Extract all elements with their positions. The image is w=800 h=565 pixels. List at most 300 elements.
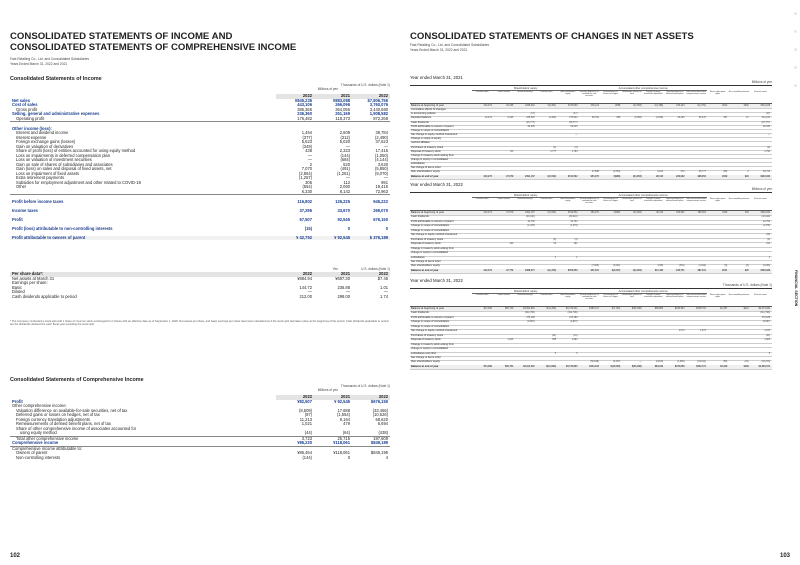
changes-cell: ¥33,423 — [676, 105, 685, 107]
changes-title: CONSOLIDATED STATEMENTS OF CHANGES IN NET ASSETS — [410, 31, 694, 42]
row-label: Profit attributable to owners of parent — [10, 236, 276, 241]
changes-cell: (1,022) — [698, 265, 706, 268]
footnote: * The Company conducted a stock split with 1 share of common stock exchanged for 2 shares with an effective date as of September 1, 2020. Net assets per share, and basic earnings per share have been calculated as if the stock split had taken place at the beginning of the period. Cash dividends applicable to period are the dividends declared for each fiscal year excluding the stock split. — [10, 320, 389, 327]
row-value: (312) — [340, 134, 350, 140]
changes-row-label: Change in treasury stock arising from — [411, 246, 454, 250]
changes-cell: 376,189 — [761, 316, 771, 319]
nav-dot — [794, 84, 797, 87]
changes-row-label: Net change in equity method investment — [411, 329, 458, 333]
changes-cell: 42,752 — [763, 220, 771, 223]
row-value: $676,150 — [370, 398, 388, 404]
changes-row-label: Net change in equity method investment — [411, 133, 458, 137]
changes-cell: (314,796) — [760, 312, 771, 315]
changes-cell: ¥33,902 — [676, 175, 685, 178]
changes-cell: ¥47,461 — [590, 269, 599, 272]
changes-cell: ¥(1,562) — [547, 175, 557, 178]
row-value: ¥845,235 — [294, 97, 312, 103]
changes-row-label: Balance at end of year — [411, 268, 439, 272]
row-value: $849,195 — [370, 450, 388, 455]
column-header: Non-controlling interests — [728, 294, 750, 296]
changes-cell: ¥54,470 — [590, 175, 599, 178]
changes-row-label: than shareholders' equity — [411, 170, 440, 174]
changes-cell: (17) — [765, 113, 771, 116]
changes-cell: ¥(4,953) — [633, 175, 642, 178]
nav-dot — [794, 12, 797, 15]
row-value: — — [345, 289, 350, 294]
changes-cell: (314,796) — [524, 312, 535, 315]
row-value: (10,626) — [372, 412, 388, 417]
changes-cell: ¥321 — [722, 269, 728, 272]
row-label: Selling, general and administrative expenses — [12, 111, 100, 116]
changes-cell: ¥593,028 — [760, 269, 771, 272]
changes-cell: 36,782 — [591, 117, 599, 120]
changes-cell: 658 — [552, 339, 557, 342]
row-value: 6,694 — [377, 421, 388, 426]
column-header: Total accumulated other comprehensive income — [686, 294, 707, 299]
row-value: 25,715 — [337, 435, 350, 441]
row-label: Gross profit — [16, 106, 38, 112]
row-label: Gain (loss) on sales and disposal of fixed assets, net — [16, 166, 112, 171]
changes-cell: ¥10,273 — [483, 212, 492, 214]
per-share-table — [10, 272, 390, 299]
column-header: Common stock — [475, 294, 489, 296]
column-header: Retained earnings — [517, 198, 533, 200]
column-header: Total accumulated other comprehensive income — [686, 91, 707, 96]
row-value: 991 — [381, 179, 388, 185]
changes-cell: ¥88,053 — [697, 175, 706, 178]
row-label: Gain on sale of shares of subsidiaries and associates — [16, 161, 113, 167]
changes-cell: ¥912 — [722, 105, 728, 107]
row-value: ¥86,230 — [276, 441, 314, 446]
changes-row-label: Change in scope of consolidation — [411, 128, 450, 132]
changes-cell: ¥502 — [743, 105, 749, 107]
statement-row — [10, 456, 390, 461]
changes-row-label: subsidiaries — [411, 255, 425, 259]
changes-cell: ¥26 — [744, 269, 749, 272]
row-value: $7.46 — [377, 275, 388, 281]
changes-cell: 376,189 — [526, 316, 535, 319]
row-label: Non-controlling interests — [16, 454, 61, 460]
column-header: Treasury stock — [540, 91, 553, 93]
changes-cell: (17) — [530, 113, 535, 116]
row-label: Profit — [12, 398, 23, 404]
row-label: Basic — [12, 284, 23, 290]
row-label: Net sales — [12, 97, 30, 103]
column-header: Revaluation reserve for land — [622, 294, 642, 299]
year-header-cell: 2022 — [352, 94, 390, 99]
changes-cell: ¥87,031 — [697, 269, 706, 272]
changes-cell: 191 — [766, 243, 771, 246]
changes-cell: ¥7,679 — [506, 175, 514, 178]
changes-cell: $622,721 — [696, 365, 706, 368]
block-unit-label: Millions of yen — [751, 80, 772, 84]
row-label: Valuation difference on available-for-sale securities, net of tax — [16, 407, 128, 413]
changes-cell: (8) — [724, 265, 728, 268]
row-value: 1,454 — [301, 130, 312, 135]
side-tab-label: FINANCIAL SECTION — [794, 270, 798, 307]
column-header: Valuation difference on available-for-sale securities — [579, 294, 599, 301]
changes-cell: ¥491,107 — [525, 212, 535, 214]
changes-row-label: Change in scope of consolidation — [411, 228, 450, 232]
changes-cell: 25,741 — [763, 171, 771, 174]
comprehensive-income-table — [10, 395, 390, 460]
changes-row-label: Change in scope of equity — [411, 137, 441, 141]
changes-table — [410, 85, 772, 178]
changes-cell: 4/3 — [510, 150, 514, 153]
column-header: Share subscription rights — [709, 294, 726, 299]
changes-cell: (43,410) — [761, 216, 771, 219]
changes-cell: (3) — [574, 238, 578, 241]
row-value: (8,509) — [299, 407, 312, 413]
row-label: Comprehensive income — [10, 441, 276, 446]
page-number-right: 103 — [779, 553, 790, 559]
changes-cell: (43,410) — [568, 216, 578, 219]
column-header: Non-controlling interests — [728, 198, 750, 200]
row-value: 92,545 — [337, 216, 350, 222]
row-label: Gain on valuation of derivatives — [16, 143, 74, 149]
right-company-subtitle: Fast Retailing Co., Ltd. and Consolidated Subsidiaries — [410, 43, 489, 47]
right-page — [400, 0, 800, 565]
row-label: Owners of parent — [16, 450, 48, 455]
column-header: Foreign currency translation adjustment — [644, 294, 663, 299]
column-header: Common stock — [475, 198, 489, 200]
changes-cell: $(13,560) — [610, 365, 621, 368]
period-subtitle: Years Ended March 31, 2022 and 2021 — [10, 62, 68, 66]
column-header: Treasury stock — [540, 294, 553, 296]
row-label: Comprehensive income attributable to: — [12, 445, 83, 451]
changes-cell: 1,794 — [571, 150, 578, 153]
changes-cell: $4,373,940 — [758, 308, 771, 310]
changes-cell: 1,673 — [700, 330, 706, 333]
changes-cell: 100 — [509, 243, 514, 246]
changes-cell: ¥475,639 — [567, 105, 578, 107]
changes-row-label: Profit attributable to owners of parent — [411, 124, 454, 128]
changes-cell: ¥(1,761) — [697, 105, 706, 107]
changes-cell: 1,673 — [678, 330, 685, 333]
changes-cell: 1,673 — [764, 330, 771, 333]
row-value: 68,620 — [375, 416, 388, 422]
row-value: 3,760,076 — [369, 102, 388, 107]
changes-row-label: change in equity in consolidated — [411, 347, 448, 351]
column-header: Capital surplus — [497, 91, 510, 93]
changes-cell: 1,777 — [550, 150, 557, 153]
changes-cell: (6,407) — [613, 361, 621, 364]
statement-row — [10, 236, 390, 241]
changes-cell: $245,953 — [674, 308, 685, 310]
row-value: 19,416 — [375, 184, 388, 189]
row-value: (1,257) — [299, 175, 312, 180]
changes-row-label: Change in treasury stock arising from — [411, 153, 454, 157]
row-value: 176,482 — [276, 117, 314, 122]
changes-cell: ¥505,650 — [567, 269, 578, 272]
changes-cell: ¥7,779 — [506, 269, 514, 272]
row-value: (144) — [302, 454, 312, 460]
changes-row-label: change in equity in consolidated — [411, 157, 448, 161]
row-value: 2,323 — [339, 148, 350, 153]
changes-cell: ¥8,116 — [656, 212, 664, 214]
changes-row-label: than shareholders' equity — [411, 360, 440, 364]
block-unit-label: Millions of yen — [751, 187, 772, 191]
changes-cell: $3,732,541 — [565, 308, 578, 310]
row-value: (438) — [352, 431, 390, 436]
block-unit-label: Thousands of U.S. dollars (Note 1) — [722, 283, 772, 287]
row-value: 7,070 — [301, 166, 312, 171]
row-value: 144.72 — [299, 284, 312, 290]
changes-row-label: Balance at beginning of year — [411, 211, 444, 214]
row-value: — — [307, 157, 312, 162]
changes-cell: ¥(4,953) — [633, 269, 642, 272]
row-value: 57,507 — [299, 216, 312, 222]
changes-cell: — — [639, 171, 642, 174]
row-value: (15) — [304, 225, 312, 231]
row-value: ¥883,088 — [332, 97, 350, 103]
changes-row-label: Profit attributable to owners of parent — [411, 219, 454, 223]
changes-row-label: Change in scope of consolidation — [411, 320, 450, 324]
changes-cell: ¥(2,007) — [611, 269, 621, 272]
changes-row-label: change in equity in consolidated — [411, 251, 448, 255]
changes-cell: 2 — [747, 171, 749, 174]
changes-cell: ¥88,053 — [697, 212, 706, 214]
row-value: — — [345, 143, 350, 149]
column-header: Remeasurements of defined benefit plans — [666, 91, 684, 96]
group-header-shareholders: Shareholders' equity — [472, 87, 579, 91]
changes-cell: (9,997) — [762, 321, 771, 324]
row-value: $7,806,756 — [367, 97, 388, 103]
changes-cell: ¥(986) — [613, 212, 621, 214]
group-header-aoci: Accumulated other comprehensive income — [579, 87, 707, 91]
financial-section-tab[interactable] — [790, 270, 800, 330]
changes-cell: $2,329 — [720, 365, 728, 368]
changes-cell: (4,953) — [634, 117, 642, 120]
changes-cell: (3) — [767, 146, 771, 149]
row-value: — — [307, 152, 312, 158]
row-value: 305 — [305, 179, 312, 185]
changes-cell: $74,488 — [483, 365, 492, 368]
changes-row-label: Net change of items other — [411, 259, 441, 263]
column-header: Capital surplus — [497, 198, 510, 200]
right-period-subtitle: Years Ended March 31, 2022 and 2021 — [410, 48, 468, 52]
changes-cell: ¥29 — [744, 212, 749, 214]
changes-cell: 92,545 — [527, 125, 535, 128]
comp-unit-yen: Millions of yen — [317, 388, 338, 392]
row-value: 2 — [309, 161, 312, 167]
changes-cell: $(35,938) — [631, 365, 642, 368]
column-header: Deferred gains or losses on hedges — [603, 198, 618, 203]
page-title-line1: CONSOLIDATED STATEMENTS OF INCOME AND — [10, 31, 233, 42]
changes-row-label: Change in scope of consolidation — [411, 224, 450, 228]
column-header: Treasury stock — [540, 198, 553, 200]
row-label: Loss on impairment of fixed assets — [16, 170, 80, 176]
changes-cell: 17,688 — [591, 171, 599, 174]
company-subtitle: Fast Retailing Co., Ltd. and Consolidated Subsidiaries — [10, 57, 89, 61]
changes-cell: ¥602,943 — [760, 175, 771, 178]
changes-cell: 5 — [554, 352, 557, 355]
changes-cell: 10,273 — [484, 117, 492, 120]
changes-row-label: Purchases of treasury stock — [411, 237, 444, 241]
row-value: 0 — [347, 454, 350, 460]
row-value: (1,251) — [337, 170, 350, 176]
changes-cell: — — [767, 134, 771, 137]
row-value: ¥697.30 — [335, 275, 350, 281]
changes-cell: ¥10,273 — [483, 175, 492, 178]
changes-cell: ¥602,943 — [760, 212, 771, 214]
row-value: — — [307, 289, 312, 294]
row-value: (4,144) — [375, 157, 388, 162]
year-header-cell: 2022 — [276, 272, 314, 277]
row-value: 37,295 — [299, 207, 312, 213]
row-value: 39,784 — [375, 130, 388, 135]
row-value: 2,060 — [339, 184, 350, 189]
changes-row-label: Cumulative effects of changes — [411, 108, 446, 112]
income-statement-table — [10, 94, 390, 240]
changes-cell: (3) — [745, 265, 749, 268]
per-share-unit-usd: U.S. dollars (Note 1) — [361, 267, 390, 271]
row-value: (349) — [302, 143, 312, 149]
row-label: Share of other comprehensive income of associates accounted for — [16, 425, 137, 431]
changes-cell: 42,752 — [527, 220, 535, 223]
row-value: 37,623 — [375, 139, 388, 144]
column-header: Remeasurements of defined benefit plans — [666, 294, 684, 299]
changes-cell: $(35,938) — [631, 308, 642, 310]
row-value: 6,330 — [276, 190, 314, 195]
income-statement-title: Consolidated Statements of Income — [10, 76, 102, 82]
changes-cell: 475,622 — [569, 117, 578, 120]
changes-row-label: Balance at beginning of year — [411, 104, 444, 107]
changes-cell: ¥8,116 — [656, 175, 664, 178]
group-header-aoci: Accumulated other comprehensive income — [579, 194, 707, 198]
changes-cell: (15,777) — [526, 121, 535, 124]
changes-cell: 232 — [766, 234, 771, 237]
column-header: Total net assets — [753, 91, 767, 93]
year-heading: Year ended March 31, 2022 — [410, 182, 463, 187]
changes-cell: (1,554) — [613, 171, 621, 174]
row-value: (33,466) — [372, 407, 388, 413]
changes-row-label: subsidiaries — [411, 162, 425, 166]
row-value: 1.74 — [380, 293, 388, 299]
changes-row-label: Net change in equity method investment — [411, 233, 458, 237]
changes-cell: ¥36,114 — [590, 105, 599, 107]
changes-cell: (34,191) — [697, 361, 706, 364]
row-value: 17,415 — [375, 148, 388, 153]
year-header-cell: 2021 — [314, 272, 352, 277]
column-header: Total accumulated other comprehensive income — [686, 198, 707, 203]
row-value: 17,688 — [337, 407, 350, 413]
row-value: 5,623 — [301, 139, 312, 144]
changes-cell: (15,777) — [568, 121, 578, 124]
row-value: 116,802 — [297, 198, 312, 204]
row-label: Foreign exchange gains (losses) — [16, 139, 76, 144]
changes-row-label: Net change of items other — [411, 166, 441, 170]
changes-cell: (4,303) — [548, 117, 557, 120]
changes-cell: 376,189 — [569, 316, 578, 319]
row-label: Interest expense — [16, 134, 47, 140]
changes-row-label: Purchases of treasury stock — [411, 333, 444, 337]
changes-cell: 191 — [573, 243, 578, 246]
row-value: — — [383, 289, 388, 294]
page-number-left: 102 — [10, 553, 21, 559]
row-value: 0 — [385, 225, 388, 231]
changes-cell: 1,683 — [571, 339, 578, 342]
changes-cell: $(7,153) — [611, 308, 621, 310]
changes-cell: ¥436,642 — [525, 105, 535, 107]
nav-dot — [794, 48, 797, 51]
changes-cell: ¥898 — [615, 105, 621, 107]
changes-cell: 91 — [553, 243, 557, 246]
row-value: (1,050) — [375, 152, 388, 158]
changes-cell: (15,777) — [761, 121, 771, 124]
column-header: Foreign currency translation adjustment — [644, 198, 663, 203]
changes-cell: $(11,336) — [546, 308, 557, 310]
changes-cell: ¥33,751 — [676, 269, 685, 272]
row-label: Income taxes — [12, 207, 38, 213]
row-label: Operating profit — [10, 117, 276, 122]
column-header: Common stock — [475, 91, 489, 93]
changes-cell: (21) — [744, 361, 749, 364]
row-label: Total other comprehensive income — [16, 435, 79, 441]
changes-cell: (1,095) — [677, 361, 685, 364]
changes-cell: ¥(3,301) — [547, 105, 557, 107]
changes-cell: 27 — [746, 117, 749, 120]
changes-cell: (58) — [723, 361, 728, 364]
changes-cell: ¥489,071 — [525, 269, 535, 272]
per-share-title: Per share data*: — [10, 272, 276, 277]
changes-cell: $58,883 — [654, 308, 664, 310]
changes-cell: 92,545 — [570, 125, 578, 128]
changes-table — [410, 192, 772, 272]
changes-cell: — — [575, 134, 578, 137]
changes-row-label: Restated balance — [411, 116, 432, 120]
column-header: Valuation difference on available-for-sale securities — [579, 91, 599, 98]
row-value: 872,268 — [352, 117, 390, 122]
row-value: (2,490) — [375, 134, 388, 140]
changes-cell: (1,548) — [655, 117, 664, 120]
row-value: 443,106 — [297, 102, 312, 107]
row-value: ¥884.94 — [297, 275, 312, 281]
per-share-unit-yen: Yen — [332, 267, 338, 271]
group-header-aoci: Accumulated other comprehensive income — [579, 290, 707, 294]
row-label: Other comprehensive income: — [12, 403, 67, 408]
changes-cell: ¥514,532 — [567, 175, 578, 178]
column-header: Foreign currency translation adjustment — [644, 91, 663, 96]
row-label: Cash dividends applicable to period — [12, 293, 77, 299]
row-label: Earnings per share: — [12, 280, 48, 285]
changes-cell: 6,225 — [507, 117, 514, 120]
changes-row-label: Balance at end of year — [411, 174, 439, 178]
year-header-cell: 2021 — [314, 395, 352, 400]
changes-row-label: method affiliates — [411, 141, 430, 145]
changes-cell: $83,043 — [654, 365, 664, 368]
row-value: 3,620 — [377, 161, 388, 167]
row-value: — — [383, 143, 388, 149]
changes-cell: ¥329 — [722, 212, 728, 214]
row-value: 212.00 — [299, 293, 312, 299]
year-heading: Year ended March 31, 2022 — [410, 278, 463, 283]
changes-cell: 30,263 — [677, 117, 685, 120]
row-value: 118,373 — [314, 117, 352, 122]
column-header: Capital surplus — [497, 294, 510, 296]
changes-cell: $638,794 — [696, 308, 706, 310]
row-label: Foreign currency translation adjustments — [16, 416, 90, 422]
changes-cell: ¥(1,562) — [547, 212, 557, 214]
changes-cell: ¥491,107 — [525, 175, 535, 178]
year-header-cell: 2021 — [314, 94, 352, 99]
row-label: using equity method — [10, 431, 276, 436]
changes-row-label: Disposal of treasury stock — [411, 149, 441, 153]
changes-row-label: Disposal of treasury stock — [411, 338, 441, 342]
row-value: (377) — [302, 134, 312, 140]
year-header-cell: 2022 — [352, 272, 390, 277]
changes-cell: $3,734,835 — [565, 365, 578, 368]
